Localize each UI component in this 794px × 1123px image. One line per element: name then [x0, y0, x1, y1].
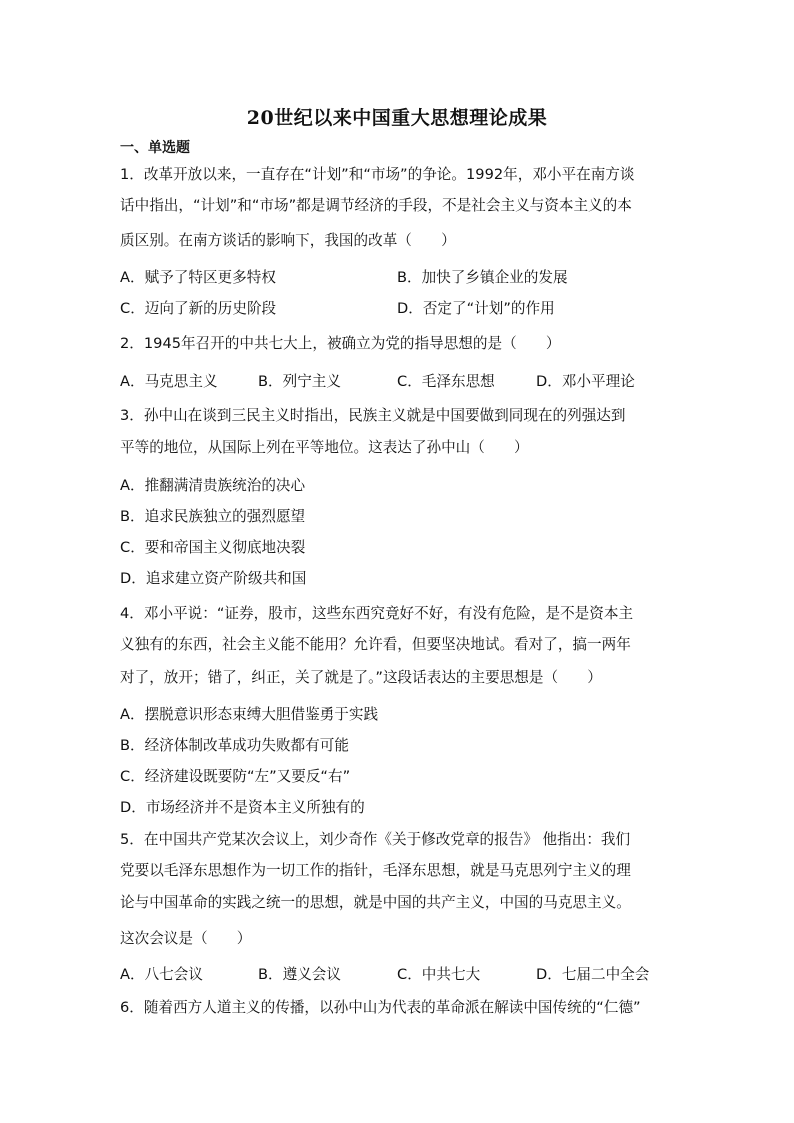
q4-option-b: B．经济体制改革成功失败都有可能	[120, 737, 349, 754]
q3-option-c: C．要和帝国主义彻底地决裂	[120, 539, 306, 556]
q5-line-1: 5．在中国共产党某次会议上，刘少奇作《关于修改党章的报告》 他指出：我们	[120, 831, 631, 848]
q4-option-d: D．市场经济并不是资本主义所独有的	[120, 799, 365, 816]
q2-option-c: C．毛泽东思想	[397, 373, 495, 390]
q4-option-c: C．经济建设既要防“左”又要反“右”	[120, 768, 351, 785]
document-title: 20世纪以来中国重大思想理论成果	[246, 107, 548, 129]
q5-line-3: 论与中国革命的实践之统一的思想，就是中国的共产主义，中国的马克思主义。	[120, 894, 631, 911]
q1-option-a: A．赋予了特区更多特权	[120, 269, 276, 286]
q5-option-b: B．遵义会议	[258, 966, 341, 983]
q4-line-2: 义独有的东西，社会主义能不能用？允许看，但要坚决地试。看对了，搞一两年	[120, 636, 631, 653]
q3-line-2: 平等的地位，从国际上列在平等地位。这表达了孙中山（ ）	[120, 439, 529, 456]
q6-line-1: 6．随着西方人道主义的传播，以孙中山为代表的革命派在解读中国传统的“仁德”	[120, 999, 641, 1016]
q5-line-2: 党要以毛泽东思想作为一切工作的指针，毛泽东思想，就是马克思列宁主义的理	[120, 862, 631, 879]
q1-option-d: D．否定了“计划”的作用	[397, 300, 555, 317]
q3-option-a: A．推翻满清贵族统治的决心	[120, 477, 306, 494]
q3-line-1: 3．孙中山在谈到三民主义时指出，民族主义就是中国要做到同现在的列强达到	[120, 407, 626, 424]
q4-line-3: 对了，放开；错了，纠正，关了就是了。”这段话表达的主要思想是（ ）	[120, 669, 602, 686]
q2-option-b: B．列宁主义	[258, 373, 341, 390]
q1-line-2: 话中指出，“计划”和“市场”都是调节经济的手段，不是社会主义与资本主义的本	[120, 197, 632, 214]
section-heading: 一、单选题	[120, 140, 190, 156]
q3-option-b: B．追求民族独立的强烈愿望	[120, 508, 306, 525]
q5-option-d: D．七届二中全会	[536, 966, 650, 983]
q5-option-c: C．中共七大	[397, 966, 481, 983]
q1-line-3: 质区别。在南方谈话的影响下，我国的改革（ ）	[120, 232, 456, 249]
q3-option-d: D．追求建立资产阶级共和国	[120, 570, 307, 587]
q4-option-a: A．摆脱意识形态束缚大胆借鉴勇于实践	[120, 706, 379, 723]
q1-option-c: C．迈向了新的历史阶段	[120, 300, 277, 317]
q2-option-d: D．邓小平理论	[536, 373, 635, 390]
q1-option-b: B．加快了乡镇企业的发展	[397, 269, 568, 286]
q2-line-1: 2．1945年召开的中共七大上，被确立为党的指导思想的是（ ）	[120, 335, 561, 352]
q5-line-4: 这次会议是（ ）	[120, 930, 252, 947]
q1-line-1: 1．改革开放以来，一直存在“计划”和“市场”的争论。1992年，邓小平在南方谈	[120, 166, 635, 183]
q4-line-1: 4．邓小平说：“证券，股市，这些东西究竟好不好，有没有危险，是不是资本主	[120, 605, 634, 622]
q5-option-a: A．八七会议	[120, 966, 203, 983]
q2-option-a: A．马克思主义	[120, 373, 218, 390]
